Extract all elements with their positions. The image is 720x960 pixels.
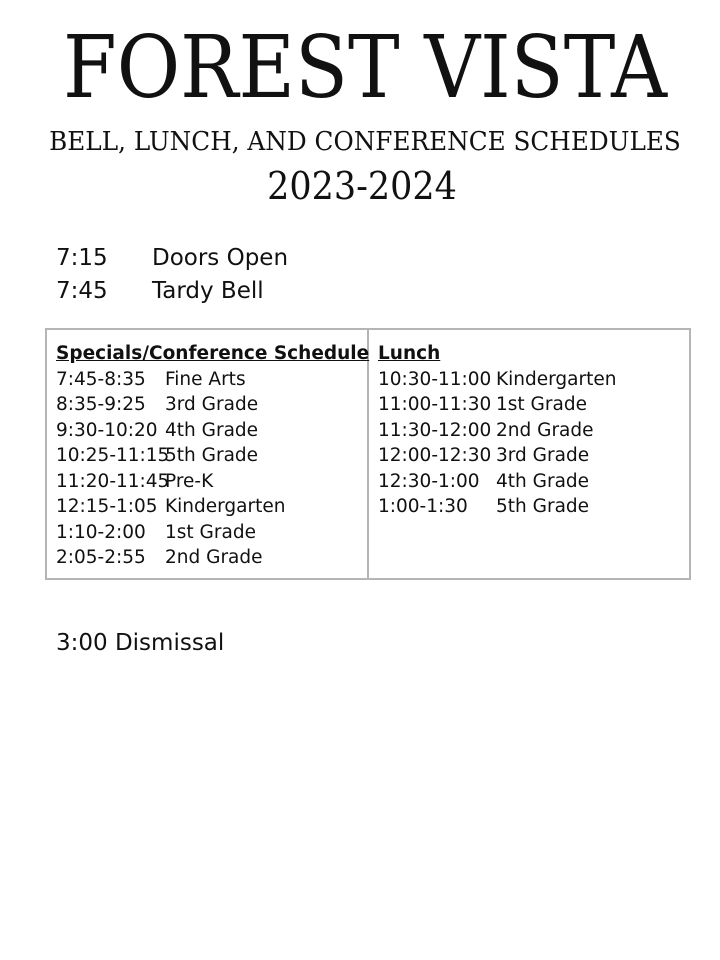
- lunch-group: 5th Grade: [496, 496, 590, 517]
- specials-group: 3rd Grade: [165, 394, 259, 415]
- lunch-group: 2nd Grade: [496, 419, 594, 441]
- specials-group: Pre-K: [165, 470, 214, 492]
- bell-time: 7:45: [56, 278, 108, 304]
- specials-group: Fine Arts: [165, 368, 246, 390]
- specials-time: 12:15-1:05: [56, 496, 158, 517]
- lunch-time: 12:30-1:00: [378, 470, 480, 492]
- specials-row: [56, 469, 367, 495]
- specials-time: 7:45-8:35: [56, 368, 146, 390]
- lunch-column: [369, 330, 689, 578]
- school-year: 2023-2024: [267, 164, 457, 208]
- lunch-row: [378, 418, 689, 444]
- specials-heading: Specials/Conference Schedule: [56, 343, 370, 364]
- bell-time: 7:15: [56, 245, 108, 271]
- bell-schedule: [56, 242, 288, 308]
- specials-row: [56, 443, 367, 469]
- lunch-time: 11:30-12:00: [378, 419, 492, 441]
- lunch-row: [378, 443, 689, 469]
- specials-column: [47, 330, 369, 578]
- lunch-row: [378, 367, 689, 393]
- specials-row: [56, 392, 367, 418]
- bell-row: [56, 242, 288, 275]
- specials-time: 1:10-2:00: [56, 521, 146, 543]
- specials-row: [56, 418, 367, 444]
- lunch-row: [378, 494, 689, 520]
- specials-time: 2:05-2:55: [56, 547, 146, 568]
- specials-row: [56, 520, 367, 546]
- lunch-group: 4th Grade: [496, 470, 590, 492]
- specials-time: 11:20-11:45: [56, 470, 170, 492]
- specials-group: 1st Grade: [165, 521, 256, 543]
- lunch-row: [378, 392, 689, 418]
- lunch-group: 1st Grade: [496, 394, 587, 415]
- dismissal-time: 3:00 Dismissal: [56, 630, 225, 656]
- bell-row: [56, 275, 288, 308]
- bell-event: Tardy Bell: [152, 278, 264, 304]
- lunch-row: [378, 469, 689, 495]
- schedule-table: [45, 328, 691, 580]
- specials-group: 2nd Grade: [165, 547, 263, 568]
- school-title: FOREST VISTA: [63, 18, 667, 118]
- schedule-subtitle: BELL, LUNCH, AND CONFERENCE SCHEDULES: [49, 127, 681, 157]
- lunch-time: 12:00-12:30: [378, 445, 492, 466]
- lunch-time: 11:00-11:30: [378, 394, 492, 415]
- specials-group: 5th Grade: [165, 445, 259, 466]
- lunch-heading: Lunch: [378, 343, 441, 364]
- specials-row: [56, 494, 367, 520]
- lunch-group: 3rd Grade: [496, 445, 590, 466]
- lunch-group: Kindergarten: [496, 368, 617, 390]
- specials-time: 9:30-10:20: [56, 419, 158, 441]
- specials-row: [56, 367, 367, 393]
- specials-group: Kindergarten: [165, 496, 286, 517]
- specials-time: 10:25-11:15: [56, 445, 170, 466]
- bell-event: Doors Open: [152, 245, 289, 271]
- specials-row: [56, 545, 367, 571]
- lunch-time: 1:00-1:30: [378, 496, 468, 517]
- specials-group: 4th Grade: [165, 419, 259, 441]
- specials-time: 8:35-9:25: [56, 394, 146, 415]
- lunch-time: 10:30-11:00: [378, 368, 492, 390]
